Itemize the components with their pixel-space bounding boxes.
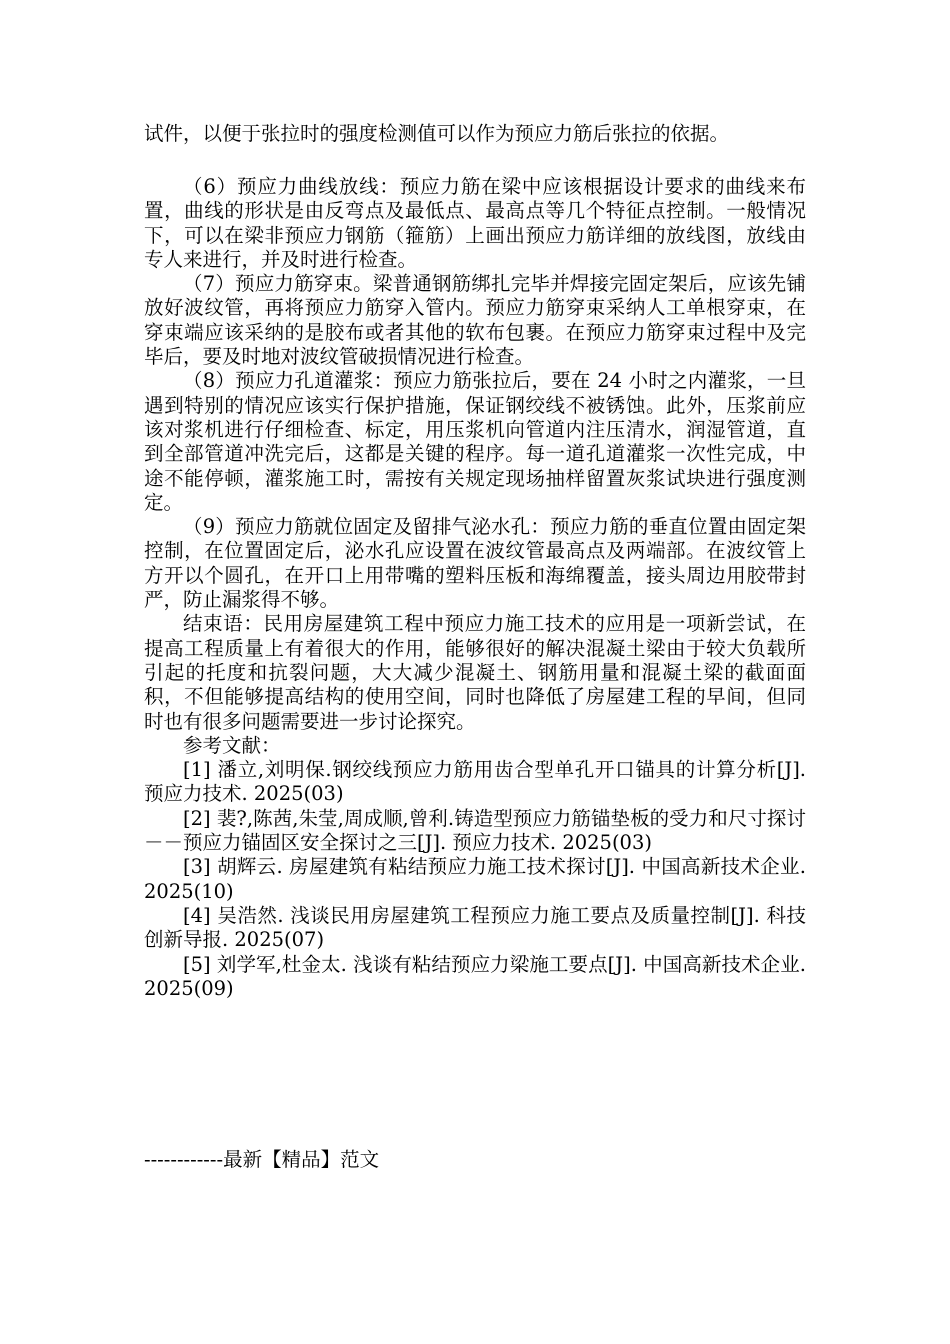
footer-tagline: ------------最新【精品】范文 — [144, 1148, 380, 1171]
reference-item: [5] 刘学军,杜金太. 浅谈有粘结预应力梁施工要点[J]. 中国高新技术企业. 2025(09) — [144, 952, 806, 1000]
reference-item: [2] 裴?,陈茜,朱莹,周成顺,曾利.铸造型预应力筋锚垫板的受力和尺寸探讨－－预应力锚固区安全探讨之三[J]. 预应力技术. 2025(03) — [144, 806, 806, 855]
paragraph-curve-layout: （6）预应力曲线放线：预应力筋在梁中应该根据设计要求的曲线来布置，曲线的形状是由反弯点及最低点、最高点等几个特征点控制。一般情况下，可以在梁非预应力钢筋（箍筋）上画出预应力筋详细的放线图，放线由专人来进行，并及时进行检查。 — [144, 175, 806, 271]
reference-item: [3] 胡辉云. 房屋建筑有粘结预应力施工技术探讨[J]. 中国高新技术企业. 2025(10) — [144, 855, 806, 903]
paragraph-positioning: （9）预应力筋就位固定及留排气泌水孔：预应力筋的垂直位置由固定架控制，在位置固定后，泌水孔应设置在波纹管最高点及两端部。在波纹管上方开以个圆孔，在开口上用带嘴的塑料压板和海绵覆盖，接头周边用胶带封严，防止漏浆得不够。 — [144, 515, 806, 612]
paragraph-grouting: （8）预应力孔道灌浆：预应力筋张拉后，要在 24 小时之内灌浆，一旦遇到特别的情况应该实行保护措施，保证钢绞线不被锈蚀。此外，压浆前应该对浆机进行仔细检查、标定，用压浆机向管道内注压清水，润湿管道，直到全部管道冲洗完后，这都是关键的程序。每一道孔道灌浆一次性完成，中途不能停顿，灌浆施工时，需按有关规定现场抽样留置灰浆试块进行强度测定。 — [144, 369, 806, 514]
reference-item: [4] 吴浩然. 浅谈民用房屋建筑工程预应力施工要点及质量控制[J]. 科技创新导报. 2025(07) — [144, 903, 806, 952]
continuation-paragraph: 试件，以便于张拉时的强度检测值可以作为预应力筋后张拉的依据。 — [144, 122, 730, 145]
paragraph-conclusion: 结束语：民用房屋建筑工程中预应力施工技术的应用是一项新尝试，在提高工程质量上有着很大的作用，能够很好的解决混凝土梁由于较大负载所引起的托度和抗裂问题，大大减少混凝土、钢筋用量和混凝土梁的截面面积，不但能够提高结构的使用空间，同时也降低了房屋建工程的早间，但同时也有很多问题需要进一步讨论探究。 — [144, 612, 806, 733]
references-heading: 参考文献： — [183, 733, 281, 757]
paragraph-threading: （7）预应力筋穿束。梁普通钢筋绑扎完毕并焊接完固定架后，应该先铺放好波纹管，再将预应力筋穿入管内。预应力筋穿束采纳人工单根穿束，在穿束端应该采纳的是胶布或者其他的软布包裹。在预应力筋穿束过程中及完毕后，要及时地对波纹管破损情况进行检查。 — [144, 272, 806, 369]
document-body — [144, 175, 806, 1001]
continuation-text — [144, 122, 806, 146]
reference-item: [1] 潘立,刘明保.钢绞线预应力筋用齿合型单孔开口锚具的计算分析[J]. 预应力技术. 2025(03) — [144, 758, 806, 806]
